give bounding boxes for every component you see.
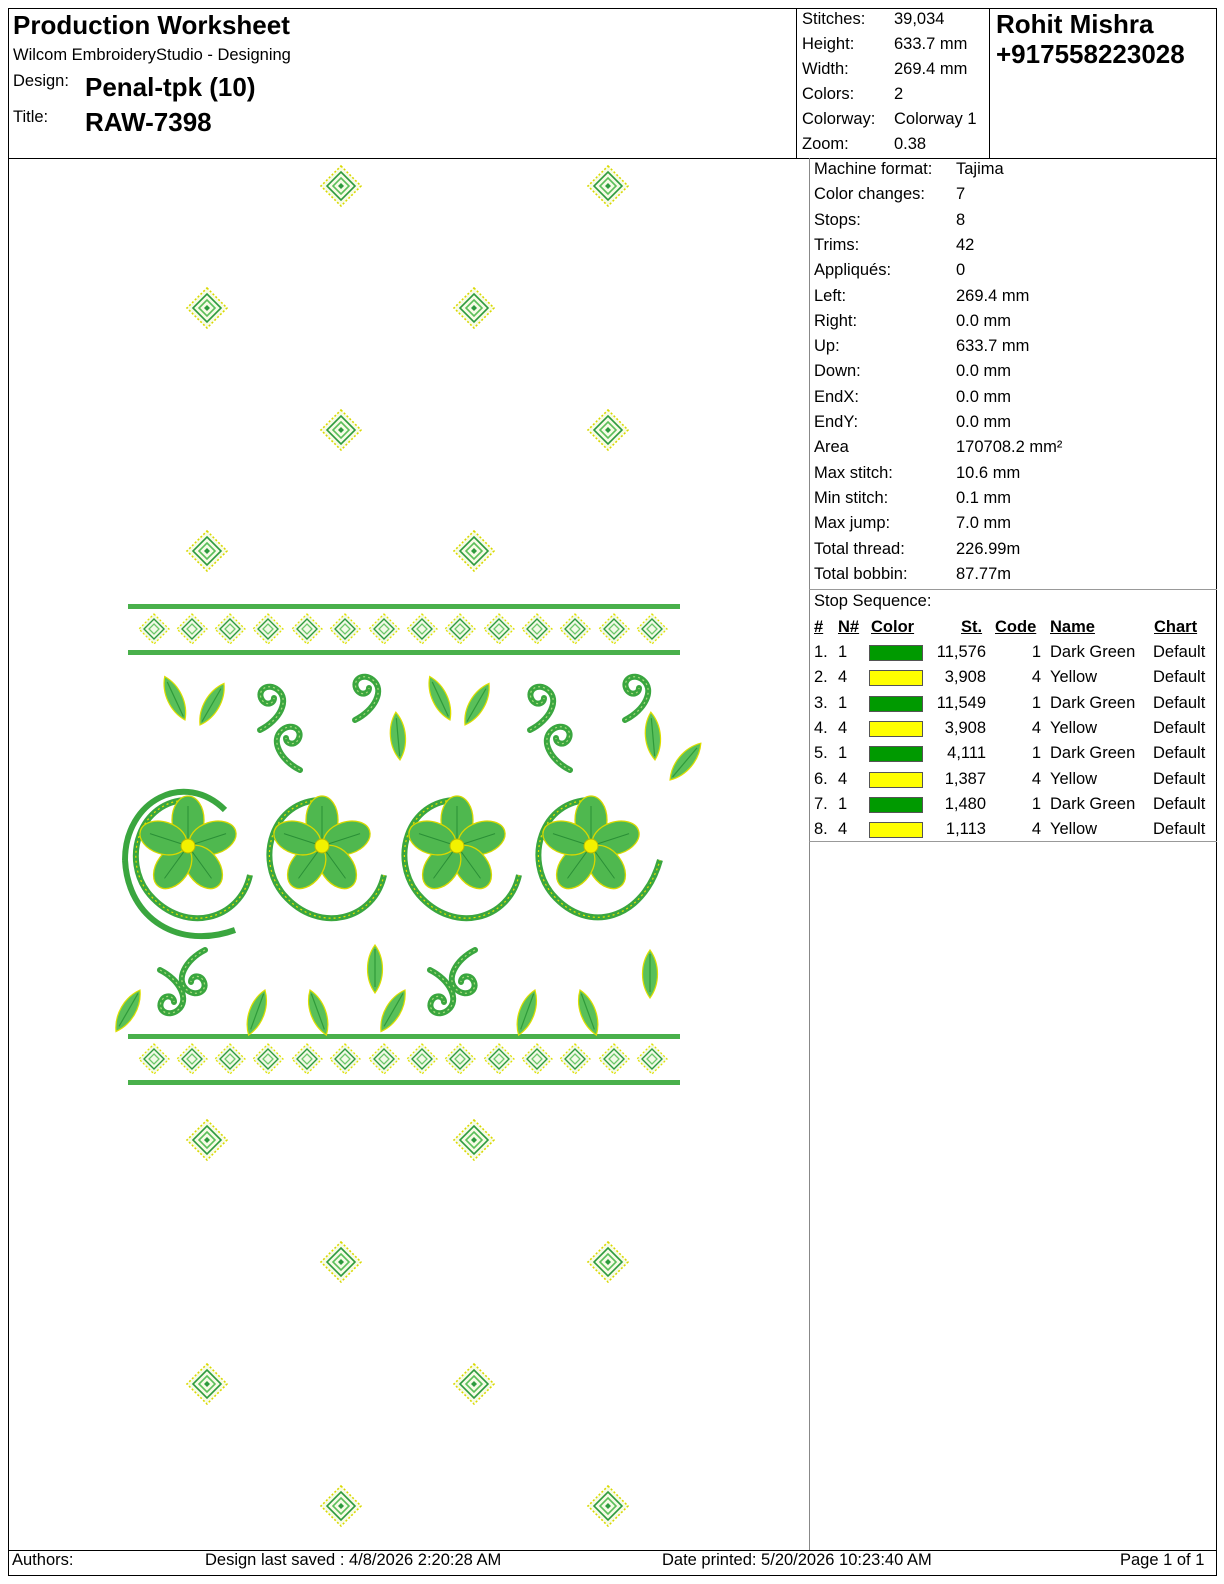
seq-num: 2.	[814, 668, 828, 687]
stat-label: Right:	[814, 311, 858, 330]
seq-name: Yellow	[1050, 820, 1098, 839]
seq-chart: Default	[1153, 744, 1206, 763]
seq-num: 7.	[814, 794, 828, 813]
col-chart: Chart	[1154, 618, 1198, 636]
seq-chart: Default	[1153, 668, 1206, 687]
stat-label: Color changes:	[814, 185, 925, 204]
seq-n: 4	[838, 668, 848, 687]
seq-name: Yellow	[1050, 718, 1098, 737]
motif-bottom-pattern	[187, 1120, 628, 1526]
seq-name: Yellow	[1050, 769, 1098, 788]
seq-num: 5.	[814, 744, 828, 763]
motif-top-pattern	[187, 166, 628, 571]
seq-st: 11,576	[936, 643, 986, 661]
color-swatch	[869, 721, 923, 737]
stat-value: 269.4 mm	[956, 286, 1030, 305]
footer-saved: Design last saved : 4/8/2026 2:20:28 AM	[205, 1551, 502, 1569]
footer-printed: Date printed: 5/20/2026 10:23:40 AM	[662, 1551, 932, 1569]
seq-n: 4	[838, 820, 848, 839]
color-swatch	[869, 822, 923, 838]
stat-label: Trims:	[814, 235, 860, 254]
stat-value: 8	[956, 210, 966, 229]
color-swatch	[869, 746, 923, 762]
stat-value: 7	[956, 185, 966, 204]
seq-name: Dark Green	[1050, 794, 1136, 813]
seq-n: 1	[838, 693, 848, 712]
seq-chart: Default	[1153, 820, 1206, 839]
colorway-label: Colorway:	[802, 110, 876, 128]
height-value: 633.7 mm	[894, 35, 968, 53]
col-n: N#	[838, 618, 860, 636]
footer-page: Page 1 of 1	[1120, 1551, 1205, 1569]
stat-label: Min stitch:	[814, 488, 889, 507]
seq-n: 4	[838, 769, 848, 788]
seq-chart: Default	[1153, 718, 1206, 737]
seq-num: 3.	[814, 693, 828, 712]
stat-value: 633.7 mm	[956, 337, 1030, 356]
title-value: RAW-7398	[85, 107, 212, 137]
stat-label: Stops:	[814, 210, 861, 229]
stat-label: Appliqués:	[814, 261, 892, 280]
top-border-band	[128, 604, 680, 655]
seq-chart: Default	[1153, 643, 1206, 661]
stat-value: Tajima	[956, 160, 1004, 178]
seq-n: 4	[838, 718, 848, 737]
seq-name: Dark Green	[1050, 744, 1136, 763]
color-swatch	[869, 772, 923, 788]
stat-label: Area	[814, 438, 849, 457]
seq-name: Dark Green	[1050, 693, 1136, 712]
seq-st: 1,480	[944, 794, 986, 813]
bottom-border-band	[128, 1034, 680, 1085]
stat-value: 7.0 mm	[956, 514, 1012, 533]
design-preview	[10, 160, 808, 1548]
stat-value: 0.0 mm	[956, 362, 1012, 381]
footer-top-line	[8, 1550, 1217, 1551]
seq-code: 4	[1031, 718, 1041, 737]
col-color: Color	[871, 618, 915, 636]
seq-st: 1,113	[945, 820, 986, 839]
seq-code: 1	[1031, 693, 1041, 712]
colorway-value: Colorway 1	[894, 110, 977, 128]
table-bottom-line	[809, 841, 1217, 842]
color-swatch	[869, 696, 923, 712]
seq-st: 1,387	[944, 769, 986, 788]
stat-value: 0.0 mm	[956, 413, 1012, 431]
col-name: Name	[1050, 618, 1095, 636]
stat-label: Down:	[814, 362, 861, 381]
seq-n: 1	[838, 794, 848, 813]
stat-label: Up:	[814, 337, 840, 356]
seq-num: 1.	[814, 643, 828, 661]
col-num: #	[814, 618, 824, 636]
seq-num: 4.	[814, 718, 828, 737]
owner-name: Rohit Mishra	[996, 9, 1154, 39]
floral-panel	[110, 673, 707, 1037]
stat-value: 226.99m	[956, 539, 1021, 558]
stat-value: 0.0 mm	[956, 311, 1012, 330]
header-divider-1	[796, 8, 797, 159]
colors-value: 2	[894, 85, 904, 103]
worksheet-title: Production Worksheet	[13, 10, 290, 40]
seq-name: Yellow	[1050, 668, 1098, 687]
width-value: 269.4 mm	[894, 60, 968, 78]
seq-code: 1	[1031, 794, 1041, 813]
design-value: Penal-tpk (10)	[85, 72, 256, 102]
stitches-label: Stitches:	[802, 10, 866, 28]
design-label: Design:	[13, 72, 69, 90]
stat-label: Left:	[814, 286, 847, 305]
seq-code: 4	[1031, 820, 1041, 839]
stat-value: 0.0 mm	[956, 387, 1012, 406]
stat-value: 0.1 mm	[956, 488, 1012, 507]
stat-label: Total thread:	[814, 539, 905, 558]
seq-st: 3,908	[944, 718, 986, 737]
seq-n: 1	[838, 744, 848, 763]
seq-chart: Default	[1153, 693, 1206, 712]
stat-value: 87.77m	[956, 564, 1012, 583]
stitches-value: 39,034	[894, 10, 945, 28]
stat-label: Total bobbin:	[814, 564, 908, 583]
software-subtitle: Wilcom EmbroideryStudio - Designing	[13, 46, 291, 64]
frame-right	[1216, 8, 1217, 1575]
color-swatch	[869, 797, 923, 813]
seq-n: 1	[838, 643, 848, 661]
seq-num: 6.	[814, 769, 828, 788]
seq-code: 1	[1031, 744, 1041, 763]
header-divider-2	[989, 8, 990, 159]
seq-st: 4,111	[947, 744, 986, 763]
stat-value: 42	[956, 235, 975, 254]
stat-label: Max stitch:	[814, 463, 893, 482]
header-bottom-line	[8, 158, 1217, 159]
stat-label: EndY:	[814, 413, 859, 431]
seq-num: 8.	[814, 820, 828, 839]
stat-label: EndX:	[814, 387, 859, 406]
height-label: Height:	[802, 35, 855, 53]
stat-value: 0	[956, 261, 966, 280]
stats-divider	[809, 589, 1217, 590]
seq-chart: Default	[1153, 769, 1206, 788]
zoom-value: 0.38	[894, 135, 927, 153]
seq-st: 11,549	[936, 693, 986, 712]
owner-phone: +917558223028	[996, 39, 1185, 69]
panel-divider	[809, 158, 810, 1550]
frame-bottom	[8, 1575, 1217, 1576]
color-swatch	[869, 645, 923, 661]
seq-code: 4	[1031, 769, 1041, 788]
colors-label: Colors:	[802, 85, 855, 103]
stat-label: Max jump:	[814, 514, 891, 533]
title-label: Title:	[13, 108, 49, 126]
seq-chart: Default	[1153, 794, 1206, 813]
stat-label: Machine format:	[814, 160, 933, 178]
stop-sequence-title: Stop Sequence:	[814, 592, 932, 610]
footer-authors: Authors:	[12, 1551, 74, 1569]
zoom-label: Zoom:	[802, 135, 849, 153]
seq-code: 1	[1031, 643, 1041, 661]
seq-st: 3,908	[944, 668, 986, 687]
frame-left	[8, 8, 9, 1575]
stat-value: 170708.2 mm²	[956, 438, 1063, 457]
col-code: Code	[995, 618, 1037, 636]
stat-value: 10.6 mm	[956, 463, 1021, 482]
col-st: St.	[961, 618, 983, 636]
seq-name: Dark Green	[1050, 643, 1136, 661]
seq-code: 4	[1031, 668, 1041, 687]
color-swatch	[869, 670, 923, 686]
width-label: Width:	[802, 60, 849, 78]
